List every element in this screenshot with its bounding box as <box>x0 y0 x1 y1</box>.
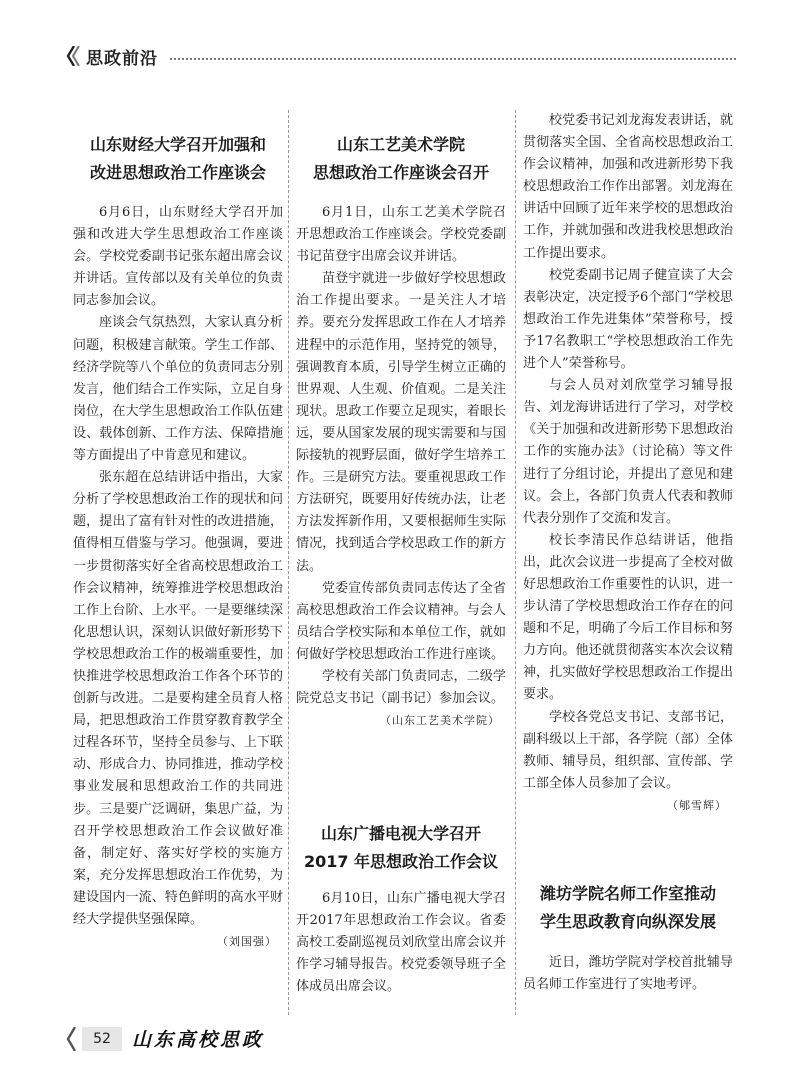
article-byline: （山东工艺美术学院） <box>380 714 500 728</box>
magazine-name: 山东高校思政 <box>132 1029 265 1051</box>
article-1-body <box>73 202 283 953</box>
bracket-mark-icon <box>66 1027 80 1051</box>
article-paragraph: 6月10日，山东广播电视大学召开2017年思想政治工作会议。省委高校工委副巡视员刘欣堂出席会议并作学习辅导报告。校党委领导班子全体成员出席会议。 <box>296 891 506 995</box>
article-paragraph: 校党委副书记周子健宣读了大会表彰决定，决定授予6个部门“学校思想政治工作先进集体”荣誉称号，授予17名教职工“学校思想政治工作先进个人”荣誉称号。 <box>523 267 733 372</box>
article-paragraph: 6月1日，山东工艺美术学院召开思想政治工作座谈会。学校党委副书记苗登宇出席会议并讲话。 <box>296 205 506 265</box>
section-title: 思政前沿 <box>86 49 158 69</box>
article-3-body-start <box>296 888 506 1006</box>
article-paragraph: 近日，潍坊学院对学校首批辅导员名师工作室进行了实地考评。 <box>523 955 733 993</box>
article-paragraph: 张东超在总结讲话中指出，大家分析了学校思想政治工作的现状和问题，提出了富有针对性的改进措施，值得相互借鉴与学习。他强调，要进一步贯彻落实好全省高校思想政治工作会议精神，统筹推进学校思想政治工作上台阶、上水平。一是要继续深化思想认识，深刻认识做好新形势下学校思想政治工作的极端重要性，加快推进学校思想政治工作各个环节的创新与改进。二是要构建全员育人格局，把思想政治工作贯穿教育教学全过程各环节，坚持全员参与、上下联动、形成合力、协同推进，推动学校事业发展和思想政治工作的共同进步。三是要广泛调研，集思广益，为召开学校思想政治工作会议做好准备，制定好、落实好学校的实施方案，充分发挥思想政治工作优势，为建设国内一流、特色鲜明的高水平财经大学提供坚强保障。 <box>73 470 283 927</box>
page-footer <box>66 1023 266 1053</box>
article-paragraph: 学校有关部门负责同志，二级学院党总支书记（副书记）参加会议。 <box>296 668 506 707</box>
article-paragraph: 党委宣传部负责同志传达了全省高校思想政治工作会议精神。与会人员结合学校实际和本单位工作，就如何做好学校思想政治工作进行座谈。 <box>296 580 506 662</box>
article-byline: （刘国强） <box>217 935 277 949</box>
page-number: 52 <box>82 1027 122 1051</box>
article-paragraph: 6月6日，山东财经大学召开加强和改进大学生思想政治工作座谈会。学校党委副书记张东超出席会议并讲话。宣传部以及有关单位的负责同志参加会议。 <box>73 205 283 309</box>
column-1 <box>73 0 283 1010</box>
article-3-body-continued <box>523 110 733 817</box>
article-2-body <box>296 202 506 732</box>
article-4-title: 潍坊学院名师工作室推动 学生思政教育向纵深发展 <box>539 884 716 931</box>
article-paragraph: 苗登宇就进一步做好学校思想政治工作提出要求。一是关注人才培养。要充分发挥思政工作在人才培养进程中的示范作用，坚持党的领导，强调教育本质，引导学生树立正确的世界观、人生观、价值观。二是关注现状。思政工作要立足现实，着眼长远，要从国家发展的现实需要和与国际接轨的视野层面，做好学生培养工作。三是研究方法。要重视思政工作方法研究，既要用好传统办法，让老方法发挥新作用，又要根据师生实际情况，找到适合学校思政工作的新方法。 <box>296 271 506 574</box>
column-3 <box>523 0 733 1010</box>
column-divider <box>288 110 289 1015</box>
article-2-title: 山东工艺美术学院 思想政治工作座谈会召开 <box>312 135 489 182</box>
article-1-title: 山东财经大学召开加强和 改进思想政治工作座谈会 <box>89 135 266 182</box>
article-3-title: 山东广播电视大学召开 2017 年思想政治工作会议 <box>303 824 499 871</box>
article-byline: （郇雪辉） <box>667 798 727 812</box>
column-2 <box>296 0 506 1010</box>
article-paragraph: 校长李清民作总结讲话，他指出，此次会议进一步提高了全校对做好思想政治工作重要性的认识，进一步认清了学校思想政治工作存在的问题和不足，明确了今后工作目标和努力方向。他还就贯彻落实本次会议精神，扎实做好学校思想政治工作提出要求。 <box>523 532 733 703</box>
article-paragraph: 校党委书记刘龙海发表讲话，就贯彻落实全国、全省高校思想政治工作会议精神，加强和改进新形势下我校思想政治工作作出部署。刘龙海在讲话中回顾了近年来学校的思想政治工作，并就加强和改进我校思想政治工作提出要求。 <box>523 113 733 261</box>
article-paragraph: 学校各党总支书记、支部书记，副科级以上干部，各学院（部）全体教师、辅导员，组织部、宣传部、学工部全体人员参加了会议。 <box>523 709 733 791</box>
article-4-body <box>523 952 733 996</box>
column-divider <box>515 110 516 1015</box>
article-paragraph: 与会人员对刘欣堂学习辅导报告、刘龙海讲话进行了学习，对学校《关于加强和改进新形势下思想政治工作的实施办法》（讨论稿）等文件进行了分组讨论，并提出了意见和建议。会上，各部门负责人代表和教师代表分别作了交流和发言。 <box>523 378 733 526</box>
article-paragraph: 座谈会气氛热烈，大家认真分析问题，积极建言献策。学生工作部、经济学院等八个单位的负责同志分别发言，他们结合工作实际，立足自身岗位，在大学生思想政治工作队伍建设、载体创新、工作方法、保障措施等方面提出了中肯意见和建议。 <box>73 315 283 464</box>
